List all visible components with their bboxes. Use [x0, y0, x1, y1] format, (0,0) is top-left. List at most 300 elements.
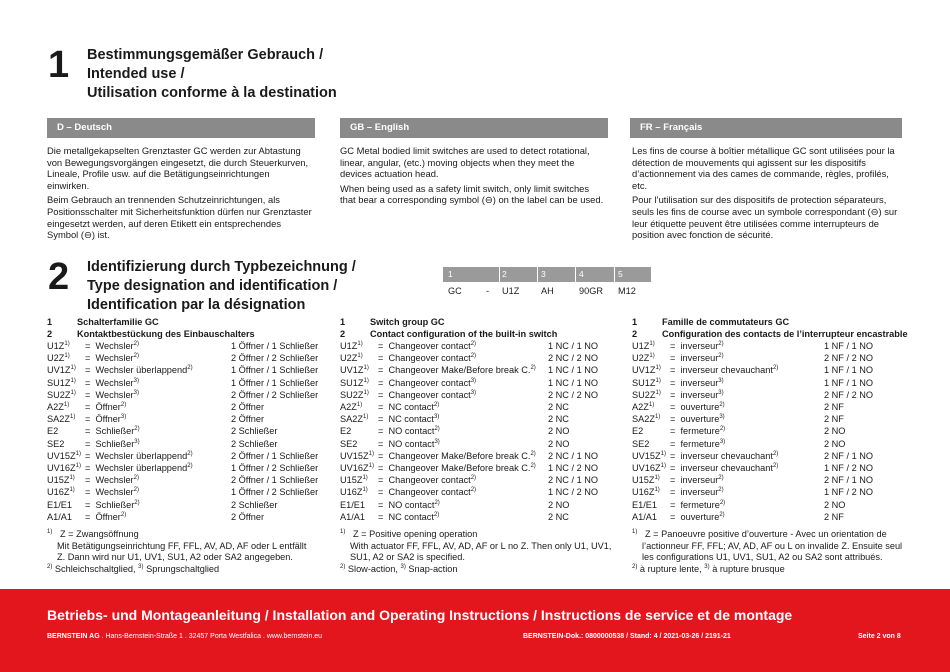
paragraph: Beim Gebrauch an trennenden Schutzeinrichtungen, als Positionsschalter mit Sicherheitsfunktion dürfen nur Grenztaster eingesetzt werden, auf deren Etikett ein entsprechendes Symbol (⊖) ist. — [47, 194, 312, 241]
type-code-cell — [632, 389, 670, 401]
text: 2) — [719, 401, 725, 408]
text: 1) — [70, 389, 76, 396]
text: 2) — [133, 487, 139, 494]
table-row — [47, 389, 318, 401]
text: U15Z — [340, 475, 363, 486]
type-code-cell — [340, 401, 378, 413]
text: SE2 — [340, 438, 358, 449]
text: 1) — [363, 365, 369, 372]
text: 3) — [718, 377, 724, 384]
table-row — [47, 499, 318, 511]
type-code-value: 90GR — [579, 286, 604, 296]
contact-column-de — [47, 316, 327, 575]
type-code-cell — [632, 401, 670, 413]
text: 2) — [434, 499, 440, 506]
text: fermeture — [680, 438, 720, 449]
table-row — [632, 486, 873, 498]
text: 1) — [64, 353, 70, 360]
contact-config-cell: 2 Öffner — [231, 414, 265, 425]
table-row — [340, 352, 598, 364]
contact-config-cell: 2 NO — [824, 426, 846, 437]
type-position-number: 1 — [448, 269, 453, 279]
text: U15Z — [632, 475, 655, 486]
text: U1Z — [47, 341, 65, 351]
section-title-line: Identification par la désignation — [87, 297, 306, 313]
text: 1) — [362, 487, 368, 494]
text: 3) — [470, 377, 477, 384]
text: 2) — [187, 450, 193, 457]
text: Wechsler — [95, 475, 134, 486]
type-code-cell — [47, 486, 85, 498]
text: 1 — [340, 317, 346, 327]
text: Wechsler — [95, 341, 134, 351]
type-code-cell — [47, 511, 85, 523]
text: inverseur — [680, 377, 719, 388]
contact-type-cell: = Changeover Make/Before break C.$^{2)}$ — [378, 462, 536, 474]
contact-type-cell: = Changeover Make/Before break C.$^{2)}$ — [378, 450, 536, 461]
text: 1) — [660, 450, 666, 457]
text: Z = Zwangsöffnung — [60, 529, 139, 540]
table-row — [632, 474, 873, 486]
paragraph: Les fins de course à boîtier métallique GC sont utilisées pour la détection de mouvements qui agissent sur les dispositifs d’actionnement via des cames de commande, règles, profilés, etc. — [632, 145, 895, 191]
text: 1) — [70, 365, 76, 372]
text: inverseur — [680, 487, 719, 498]
table-row — [632, 364, 873, 376]
text: SU1Z — [632, 377, 656, 388]
type-code-cell — [47, 462, 85, 474]
table-row — [632, 352, 873, 364]
contact-config-cell: 1 NC / 2 NO — [548, 463, 599, 474]
text: SA2Z — [340, 414, 363, 425]
text: 2) — [718, 340, 724, 347]
text: Wechsler — [95, 377, 134, 388]
text: 1) — [648, 401, 655, 408]
type-code-cell — [47, 499, 85, 511]
type-code-divider — [499, 267, 500, 282]
contact-config-cell: 2 NF / 1 NO — [824, 475, 874, 486]
text: 2) — [134, 426, 140, 433]
contact-type-cell: = Schließer$^{2)}$ — [85, 499, 140, 510]
text: U2Z — [632, 353, 650, 364]
footnote-1-line: l’actionneur FF, FFL; AV, AD, AF ou L on invalide Z. Ensuite seul — [642, 540, 903, 551]
contact-config-cell: 2 NO — [548, 426, 570, 437]
text: UV16Z — [47, 463, 76, 474]
text: inverseur chevauchant — [680, 463, 773, 474]
text: Öffner — [95, 511, 121, 522]
contact-type-cell: = fermeture$^{2)}$ — [670, 499, 726, 510]
text: Öffner — [95, 402, 121, 413]
footnote-2-3 — [47, 564, 327, 576]
footnote-2-3 — [632, 564, 922, 576]
contact-config-cell: 1 Öffner / 2 Schließer — [231, 463, 319, 474]
text: Sprungschaltglied — [146, 563, 220, 574]
contact-type-cell: = inverseur$^{2)}$ — [670, 475, 724, 486]
table-row — [632, 389, 873, 401]
contact-type-cell: = inverseur$^{3)}$ — [670, 377, 724, 388]
contact-type-cell: = Schließer$^{3)}$ — [85, 438, 140, 449]
text: 2) — [530, 365, 536, 372]
paragraph: When being used as a safety limit switch, only limit switches that bear a corresponding symbol (⊖) on the label can be used. — [340, 182, 604, 206]
text: 1) — [64, 340, 70, 347]
text: 2) — [134, 499, 140, 506]
type-code-cell — [632, 352, 670, 364]
text: Schleichschaltglied, — [54, 563, 136, 574]
contact-config-cell: 2 Schließer — [231, 426, 278, 437]
text: 2) — [470, 353, 477, 360]
type-code-cell — [340, 377, 378, 389]
footnotes — [47, 529, 327, 575]
type-code-value: - — [486, 286, 490, 296]
text: Famille de commutateurs GC — [662, 317, 790, 327]
footer-title: Betriebs- und Montageanleitung / Installation and Operating Instructions / Instructions de service et de montage — [47, 607, 793, 623]
contact-config-cell: 1 Öffner / 1 Schließer — [231, 365, 319, 376]
text: 2) — [718, 475, 724, 482]
type-code-cell — [340, 474, 378, 486]
contact-type-cell: = Changeover Make/Before break C.$^{2)}$ — [378, 365, 536, 376]
text: 1 — [632, 317, 638, 327]
contact-config-cell: 2 Schließer — [231, 499, 278, 510]
text: UV16Z — [632, 463, 661, 474]
contact-type-cell: = Öffner$^{2)}$ — [85, 511, 127, 522]
contact-type-cell: = NO contact$^{2)}$ — [378, 426, 440, 437]
text: inverseur chevauchant — [680, 365, 773, 376]
table-row — [47, 474, 318, 486]
contact-column-fr — [632, 316, 922, 575]
text: 3) — [719, 438, 726, 445]
table-row — [340, 377, 598, 389]
text: E1/E1 — [632, 499, 658, 510]
type-code-cell — [340, 364, 378, 376]
footer — [0, 589, 950, 672]
contact-type-cell: = Wechsler$^{2)}$ — [85, 475, 139, 486]
table-row — [340, 450, 598, 462]
text: 2) — [718, 353, 724, 360]
contact-type-cell: = fermeture$^{3)}$ — [670, 438, 726, 449]
text: 2) — [433, 401, 440, 408]
contact-type-cell: = inverseur$^{2)}$ — [670, 353, 724, 364]
footnote-1-line: Z. Dann wird nur U1, UV1, SU1, A2 oder SA2 angegeben. — [57, 552, 293, 563]
text: 1 — [47, 317, 53, 327]
contact-config-cell: 2 Öffner / 1 Schließer — [231, 475, 319, 486]
text: Schließer — [95, 426, 135, 437]
type-code-cell — [47, 340, 85, 352]
contact-config-cell: 1 NC / 1 NO — [548, 377, 599, 388]
text: à rupture lente, — [639, 563, 702, 574]
text: 3) — [719, 414, 725, 421]
type-code-cell — [47, 413, 85, 425]
type-position-number: 3 — [541, 269, 546, 279]
text: A1/A1 — [632, 511, 658, 522]
text: 1) — [655, 365, 661, 372]
text: 2) — [434, 426, 440, 433]
text: 3) — [470, 389, 477, 396]
text: UV15Z — [47, 450, 76, 461]
contact-table — [632, 340, 873, 523]
text: Changeover contact — [388, 389, 471, 400]
type-code-cell — [632, 438, 670, 450]
text: A2Z — [47, 402, 64, 413]
table-row — [47, 438, 318, 450]
section-title-line: Intended use / — [87, 66, 185, 82]
text: A2Z — [632, 402, 649, 413]
type-code-cell — [47, 425, 85, 437]
text: UV15Z — [632, 450, 661, 461]
table-row — [340, 511, 598, 523]
contact-config-cell: 2 NF — [824, 511, 844, 522]
paragraph: Die metallgekapselten Grenztaster GC werden zur Abtastung von Bewegungsvorgängen eingesetzt, die durch Steuerkurven, Lineale, Profile usw. auf die Betätigungseinrichtungen einwirken. — [47, 145, 309, 191]
contact-config-cell: 2 NC / 1 NO — [548, 475, 599, 486]
text: Changeover Make/Before break C. — [388, 450, 531, 461]
type-code-cell — [340, 486, 378, 498]
text: 1) — [69, 487, 75, 494]
text: U2Z — [47, 353, 65, 364]
text: 1) — [69, 475, 75, 482]
table-row — [632, 425, 873, 437]
text: 2) — [470, 487, 477, 494]
text: Z = Positive opening operation — [353, 529, 478, 540]
type-code-cell — [340, 462, 378, 474]
text: SE2 — [47, 438, 65, 449]
type-code-cell — [340, 450, 378, 462]
text: 2) — [433, 511, 440, 518]
text: 1) — [70, 377, 76, 384]
text: Z = Panoeuvre positive d’ouverture - Avec un orientation de — [645, 529, 887, 540]
text: SA2Z — [632, 414, 655, 425]
type-code-value: GC — [448, 286, 462, 296]
text: 1) — [649, 340, 655, 347]
type-position-number: 5 — [618, 269, 623, 279]
contact-config-cell: 2 NO — [548, 438, 570, 449]
text: 2 — [340, 329, 346, 339]
text: 2) — [530, 450, 536, 457]
text: Wechsler überlappend — [95, 365, 188, 376]
type-code-cell — [47, 438, 85, 450]
type-code-cell — [632, 364, 670, 376]
text: 2) — [120, 401, 127, 408]
text: NO contact — [388, 438, 435, 449]
text: 1) — [363, 389, 369, 396]
contact-config-cell: 2 Schließer — [231, 438, 278, 449]
text: 2) — [187, 462, 193, 469]
type-code-cell — [340, 413, 378, 425]
text: Schalterfamilie GC — [77, 317, 159, 327]
text: U1Z — [340, 341, 358, 351]
text: 1) — [362, 475, 368, 482]
text: 3) — [434, 438, 440, 445]
table-row — [340, 401, 598, 413]
type-position-number: 2 — [502, 269, 507, 279]
text: U1Z — [632, 341, 650, 351]
section-title-line: Bestimmungsgemäßer Gebrauch / — [87, 47, 324, 63]
text: inverseur — [680, 341, 719, 351]
text: 3) — [120, 414, 127, 421]
contact-type-cell: = fermeture$^{2)}$ — [670, 426, 726, 437]
contact-config-cell: 1 NC / 2 NO — [548, 487, 599, 498]
section-title-line: Type designation and identification / — [87, 278, 338, 294]
contact-column-gb — [340, 316, 630, 575]
type-code-cell — [632, 340, 670, 352]
contact-type-cell: = NC contact$^{2)}$ — [378, 511, 440, 522]
text: A1/A1 — [47, 511, 73, 522]
text: 3) — [138, 563, 144, 570]
contact-type-cell: = Wechsler$^{2)}$ — [85, 340, 139, 351]
footnotes — [340, 529, 630, 575]
text: fermeture — [680, 426, 720, 437]
contact-type-cell: = Changeover contact$^{2)}$ — [378, 487, 477, 498]
text: NO contact — [388, 426, 435, 437]
table-row — [47, 352, 318, 364]
contact-type-cell: = Changeover contact$^{2)}$ — [378, 340, 477, 351]
contact-config-cell: 2 NC / 2 NO — [548, 353, 599, 364]
text: inverseur chevauchant — [680, 450, 773, 461]
contact-config-cell: 2 NC / 2 NO — [548, 389, 599, 400]
text: 1) — [660, 462, 666, 469]
type-code-cell — [340, 389, 378, 401]
text: 1) — [357, 340, 363, 347]
text: 2) — [133, 353, 139, 360]
text: ouverture — [680, 414, 720, 425]
text: NC contact — [388, 402, 434, 413]
text: UV16Z — [340, 463, 369, 474]
text: 1) — [632, 528, 638, 535]
contact-type-cell: = inverseur chevauchant$^{2)}$ — [670, 462, 779, 474]
text: 3) — [400, 563, 406, 570]
text: E2 — [340, 426, 352, 437]
table-row — [47, 450, 318, 462]
footnote-2-3 — [340, 564, 630, 576]
table-row — [340, 474, 598, 486]
text: 2) — [187, 365, 193, 372]
contact-config-cell: 2 NO — [824, 499, 846, 510]
text: UV1Z — [632, 365, 656, 376]
text: SU2Z — [47, 389, 71, 400]
type-code-cell — [632, 474, 670, 486]
contact-config-cell: 2 NF — [824, 414, 844, 425]
text: 1) — [654, 487, 660, 494]
contact-type-cell: = inverseur$^{2)}$ — [670, 487, 724, 498]
text: Wechsler überlappend — [95, 450, 188, 461]
contact-config-cell: 2 Öffner / 2 Schließer — [231, 389, 319, 400]
contact-config-cell: 1 NF / 2 NO — [824, 463, 874, 474]
text: U16Z — [632, 487, 655, 498]
type-code-cell — [632, 413, 670, 425]
contact-config-cell: 1 Öffner / 1 Schließer — [231, 341, 319, 351]
contact-type-cell: = inverseur$^{3)}$ — [670, 389, 724, 400]
footnote-1-line: les configurations U1, UV1, SU1, A2 ou SA2 sont attribués. — [642, 552, 883, 563]
paragraph: GC Metal bodied limit switches are used to detect rotational, linear, angular, (etc.) moving objects when they meet the devices actuation head. — [340, 145, 590, 180]
table-row — [632, 511, 873, 523]
table-row — [340, 425, 598, 437]
text: 3) — [133, 389, 139, 396]
text: U16Z — [47, 487, 70, 498]
type-code-cell — [632, 511, 670, 523]
contact-config-cell: 1 NC / 1 NO — [548, 341, 599, 351]
text: Changeover contact — [388, 377, 471, 388]
text: 1) — [75, 462, 81, 469]
contact-type-cell: = Öffner$^{2)}$ — [85, 401, 127, 413]
text: E2 — [632, 426, 644, 437]
section-number-2: 2 — [48, 256, 70, 298]
text: E1/E1 — [340, 499, 366, 510]
contact-config-cell: 1 NF / 1 NO — [824, 341, 874, 351]
type-code-cell — [632, 462, 670, 474]
text: Schließer — [95, 438, 135, 449]
text: 2) — [530, 462, 536, 469]
text: 1) — [340, 528, 346, 535]
type-code-cell — [47, 377, 85, 389]
section-number-1: 1 — [48, 44, 70, 86]
table-row — [632, 462, 873, 474]
type-code-cell — [340, 352, 378, 364]
contact-config-cell: 1 Öffner / 2 Schließer — [231, 487, 319, 498]
table-row — [632, 499, 873, 511]
text: 3) — [433, 414, 440, 421]
text: U15Z — [47, 475, 70, 486]
type-code-cell — [340, 438, 378, 450]
text: 1) — [655, 389, 661, 396]
contact-config-cell: 2 NO — [548, 499, 570, 510]
type-code-cell — [632, 450, 670, 462]
table-row — [47, 486, 318, 498]
table-row — [47, 511, 318, 523]
intro-text-gb — [340, 145, 605, 209]
text: SU1Z — [340, 377, 364, 388]
text: ouverture — [680, 402, 720, 413]
table-row — [47, 462, 318, 474]
text: Changeover contact — [388, 353, 471, 364]
contact-config-cell: 1 Öffner / 1 Schließer — [231, 377, 319, 388]
text: Configuration des contacts de l’interrupteur encastrable — [662, 329, 908, 339]
contact-config-cell: 2 NF / 2 NO — [824, 389, 874, 400]
table-row — [632, 450, 873, 462]
type-code-divider — [575, 267, 576, 282]
table-row — [340, 438, 598, 450]
contact-type-cell: = Schließer$^{2)}$ — [85, 426, 140, 437]
table-row — [340, 462, 598, 474]
contact-type-cell: = inverseur chevauchant$^{2)}$ — [670, 450, 779, 461]
type-code-cell — [340, 499, 378, 511]
intro-text-fr — [632, 145, 902, 244]
footnote-1 — [632, 529, 922, 541]
text: 2) — [719, 426, 726, 433]
table-row — [47, 340, 318, 352]
table-row — [632, 438, 873, 450]
section-title-line: Identifizierung durch Typbezeichnung / — [87, 259, 356, 275]
text: 1) — [47, 528, 53, 535]
contact-type-cell: = Wechsler$^{3)}$ — [85, 377, 139, 388]
table-row — [632, 401, 873, 413]
text: 2) — [470, 475, 477, 482]
text: 3) — [134, 438, 140, 445]
text: Changeover contact — [388, 475, 471, 486]
section-title-line: Utilisation conforme à la destination — [87, 85, 337, 101]
contact-config-cell: 2 NO — [824, 438, 846, 449]
contact-config-cell: 2 Öffner — [231, 402, 265, 413]
text: 3) — [718, 389, 724, 396]
text: 1) — [75, 450, 81, 457]
table-row — [632, 413, 873, 425]
column-header-fr: FR – Français — [630, 118, 902, 138]
type-code-value: AH — [541, 286, 554, 296]
footnote-1-line: SU1, A2 or SA2 is specified. — [350, 552, 465, 563]
text: 1) — [357, 353, 363, 360]
text: Slow-action, — [347, 563, 398, 574]
type-code-cell — [47, 474, 85, 486]
text: 2) — [340, 563, 346, 570]
section-title-2 — [87, 258, 356, 315]
contact-type-cell: = Changeover contact$^{2)}$ — [378, 475, 477, 486]
company-address: . Hans-Bernstein-Straße 1 . 32457 Porta Westfalica . www.bernstein.eu — [101, 633, 323, 640]
